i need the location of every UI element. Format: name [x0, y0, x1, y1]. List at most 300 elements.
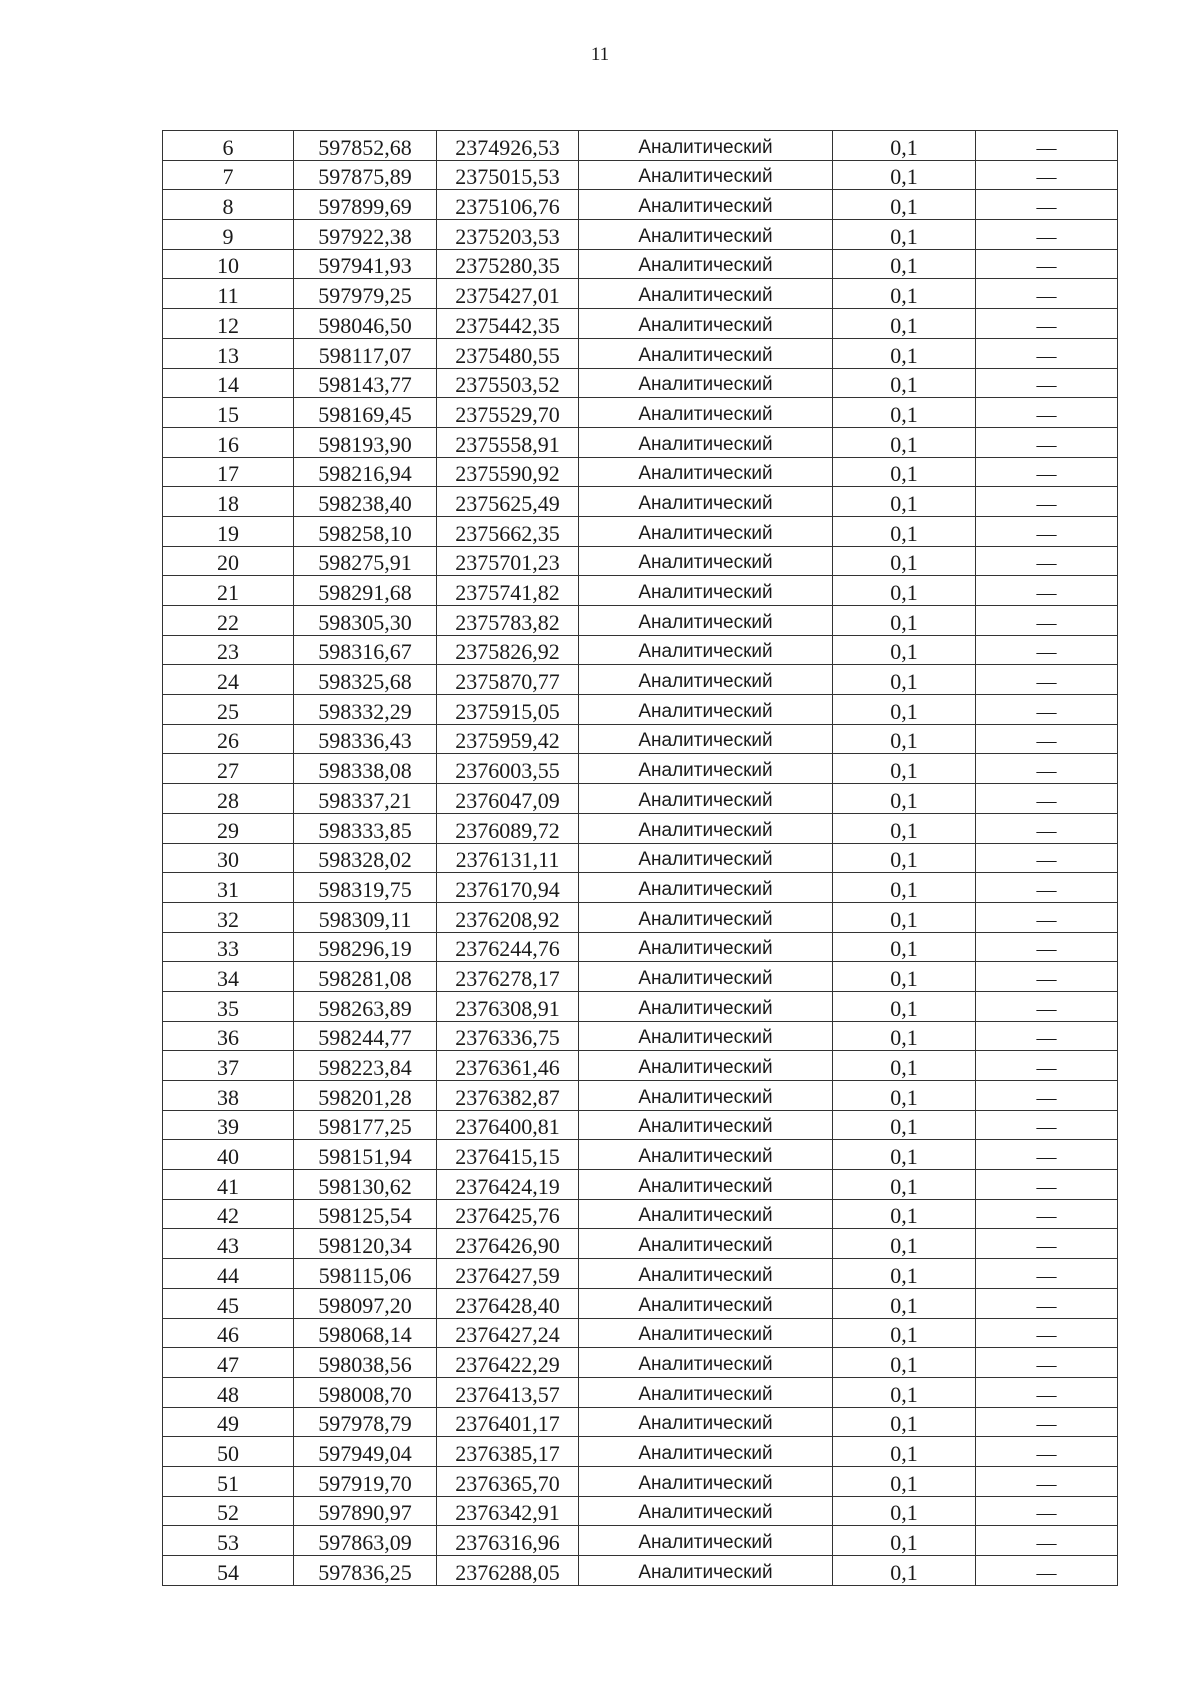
coordinate-y-cell: 2376308,91 — [437, 991, 579, 1021]
accuracy-cell: 0,1 — [833, 1170, 976, 1200]
accuracy-cell: 0,1 — [833, 902, 976, 932]
point-number-cell: 35 — [163, 991, 294, 1021]
coordinate-y-cell: 2375959,42 — [437, 724, 579, 754]
coordinate-y-cell: 2376400,81 — [437, 1110, 579, 1140]
table-row — [163, 427, 1118, 457]
point-number-cell: 40 — [163, 1140, 294, 1170]
note-cell: — — [976, 1526, 1118, 1556]
coordinate-x-cell: 598263,89 — [294, 991, 437, 1021]
accuracy-cell: 0,1 — [833, 368, 976, 398]
coordinate-y-cell: 2376427,59 — [437, 1259, 579, 1289]
table-row — [163, 754, 1118, 784]
point-number-cell: 18 — [163, 487, 294, 517]
coordinate-y-cell: 2376208,92 — [437, 902, 579, 932]
method-cell: Аналитический — [579, 1526, 833, 1556]
coordinate-x-cell: 598169,45 — [294, 398, 437, 428]
coordinate-x-cell: 597941,93 — [294, 249, 437, 279]
coordinate-x-cell: 598338,08 — [294, 754, 437, 784]
method-cell: Аналитический — [579, 724, 833, 754]
note-cell: — — [976, 902, 1118, 932]
accuracy-cell: 0,1 — [833, 1466, 976, 1496]
coordinate-y-cell: 2375662,35 — [437, 516, 579, 546]
table-row — [163, 1140, 1118, 1170]
method-cell: Аналитический — [579, 309, 833, 339]
accuracy-cell: 0,1 — [833, 1526, 976, 1556]
table-row — [163, 991, 1118, 1021]
accuracy-cell: 0,1 — [833, 606, 976, 636]
point-number-cell: 47 — [163, 1348, 294, 1378]
coordinate-y-cell: 2376426,90 — [437, 1229, 579, 1259]
coordinate-y-cell: 2375529,70 — [437, 398, 579, 428]
accuracy-cell: 0,1 — [833, 784, 976, 814]
point-number-cell: 46 — [163, 1318, 294, 1348]
method-cell: Аналитический — [579, 991, 833, 1021]
coordinate-y-cell: 2376278,17 — [437, 962, 579, 992]
accuracy-cell: 0,1 — [833, 1288, 976, 1318]
table-row — [163, 576, 1118, 606]
point-number-cell: 32 — [163, 902, 294, 932]
point-number-cell: 9 — [163, 220, 294, 250]
note-cell: — — [976, 1348, 1118, 1378]
coordinate-y-cell: 2376425,76 — [437, 1199, 579, 1229]
method-cell: Аналитический — [579, 1051, 833, 1081]
note-cell: — — [976, 1288, 1118, 1318]
coordinate-x-cell: 598177,25 — [294, 1110, 437, 1140]
coordinate-y-cell: 2376003,55 — [437, 754, 579, 784]
table-row — [163, 220, 1118, 250]
method-cell: Аналитический — [579, 1021, 833, 1051]
coordinate-y-cell: 2376424,19 — [437, 1170, 579, 1200]
coordinate-y-cell: 2376342,91 — [437, 1496, 579, 1526]
accuracy-cell: 0,1 — [833, 1556, 976, 1586]
point-number-cell: 13 — [163, 338, 294, 368]
coordinate-x-cell: 597919,70 — [294, 1466, 437, 1496]
coordinate-x-cell: 598309,11 — [294, 902, 437, 932]
table-row — [163, 1199, 1118, 1229]
accuracy-cell: 0,1 — [833, 754, 976, 784]
point-number-cell: 44 — [163, 1259, 294, 1289]
table-row — [163, 1556, 1118, 1586]
coordinate-x-cell: 598216,94 — [294, 457, 437, 487]
point-number-cell: 43 — [163, 1229, 294, 1259]
accuracy-cell: 0,1 — [833, 962, 976, 992]
note-cell: — — [976, 338, 1118, 368]
note-cell: — — [976, 1496, 1118, 1526]
table-row — [163, 279, 1118, 309]
table-row — [163, 1496, 1118, 1526]
accuracy-cell: 0,1 — [833, 1437, 976, 1467]
method-cell: Аналитический — [579, 576, 833, 606]
accuracy-cell: 0,1 — [833, 932, 976, 962]
coordinate-x-cell: 598038,56 — [294, 1348, 437, 1378]
coordinates-table-body — [163, 131, 1118, 1586]
point-number-cell: 51 — [163, 1466, 294, 1496]
note-cell: — — [976, 754, 1118, 784]
coordinate-x-cell: 598151,94 — [294, 1140, 437, 1170]
accuracy-cell: 0,1 — [833, 1496, 976, 1526]
method-cell: Аналитический — [579, 427, 833, 457]
coordinate-y-cell: 2376382,87 — [437, 1081, 579, 1111]
note-cell: — — [976, 516, 1118, 546]
coordinate-x-cell: 598333,85 — [294, 813, 437, 843]
coordinate-x-cell: 597890,97 — [294, 1496, 437, 1526]
point-number-cell: 19 — [163, 516, 294, 546]
method-cell: Аналитический — [579, 635, 833, 665]
accuracy-cell: 0,1 — [833, 1051, 976, 1081]
point-number-cell: 54 — [163, 1556, 294, 1586]
table-row — [163, 249, 1118, 279]
coordinate-x-cell: 597863,09 — [294, 1526, 437, 1556]
table-row — [163, 962, 1118, 992]
point-number-cell: 33 — [163, 932, 294, 962]
table-row — [163, 1348, 1118, 1378]
method-cell: Аналитический — [579, 1110, 833, 1140]
point-number-cell: 42 — [163, 1199, 294, 1229]
method-cell: Аналитический — [579, 279, 833, 309]
coordinate-x-cell: 598244,77 — [294, 1021, 437, 1051]
accuracy-cell: 0,1 — [833, 665, 976, 695]
method-cell: Аналитический — [579, 1466, 833, 1496]
table-row — [163, 1377, 1118, 1407]
coordinate-x-cell: 598291,68 — [294, 576, 437, 606]
coordinate-x-cell: 597899,69 — [294, 190, 437, 220]
accuracy-cell: 0,1 — [833, 873, 976, 903]
coordinates-table — [162, 130, 1118, 1586]
table-row — [163, 873, 1118, 903]
point-number-cell: 14 — [163, 368, 294, 398]
table-row — [163, 665, 1118, 695]
method-cell: Аналитический — [579, 131, 833, 161]
table-row — [163, 546, 1118, 576]
table-row — [163, 160, 1118, 190]
coordinate-y-cell: 2376244,76 — [437, 932, 579, 962]
note-cell: — — [976, 991, 1118, 1021]
coordinate-x-cell: 598337,21 — [294, 784, 437, 814]
accuracy-cell: 0,1 — [833, 190, 976, 220]
note-cell: — — [976, 606, 1118, 636]
method-cell: Аналитический — [579, 1259, 833, 1289]
table-row — [163, 457, 1118, 487]
point-number-cell: 6 — [163, 131, 294, 161]
note-cell: — — [976, 813, 1118, 843]
note-cell: — — [976, 1229, 1118, 1259]
table-row — [163, 516, 1118, 546]
note-cell: — — [976, 279, 1118, 309]
coordinate-x-cell: 598325,68 — [294, 665, 437, 695]
coordinate-x-cell: 598296,19 — [294, 932, 437, 962]
coordinate-y-cell: 2374926,53 — [437, 131, 579, 161]
note-cell: — — [976, 1377, 1118, 1407]
coordinate-y-cell: 2375701,23 — [437, 546, 579, 576]
note-cell: — — [976, 665, 1118, 695]
accuracy-cell: 0,1 — [833, 516, 976, 546]
accuracy-cell: 0,1 — [833, 1229, 976, 1259]
accuracy-cell: 0,1 — [833, 1377, 976, 1407]
coordinate-y-cell: 2376089,72 — [437, 813, 579, 843]
table-row — [163, 190, 1118, 220]
accuracy-cell: 0,1 — [833, 427, 976, 457]
accuracy-cell: 0,1 — [833, 695, 976, 725]
table-row — [163, 932, 1118, 962]
method-cell: Аналитический — [579, 1229, 833, 1259]
accuracy-cell: 0,1 — [833, 279, 976, 309]
table-row — [163, 724, 1118, 754]
accuracy-cell: 0,1 — [833, 1259, 976, 1289]
table-row — [163, 368, 1118, 398]
point-number-cell: 48 — [163, 1377, 294, 1407]
note-cell: — — [976, 1170, 1118, 1200]
note-cell: — — [976, 695, 1118, 725]
point-number-cell: 45 — [163, 1288, 294, 1318]
point-number-cell: 24 — [163, 665, 294, 695]
coordinate-y-cell: 2376413,57 — [437, 1377, 579, 1407]
coordinate-y-cell: 2376288,05 — [437, 1556, 579, 1586]
note-cell: — — [976, 962, 1118, 992]
note-cell: — — [976, 843, 1118, 873]
method-cell: Аналитический — [579, 1437, 833, 1467]
accuracy-cell: 0,1 — [833, 309, 976, 339]
table-row — [163, 1288, 1118, 1318]
note-cell: — — [976, 398, 1118, 428]
table-row — [163, 695, 1118, 725]
coordinate-y-cell: 2376047,09 — [437, 784, 579, 814]
accuracy-cell: 0,1 — [833, 635, 976, 665]
note-cell: — — [976, 1318, 1118, 1348]
method-cell: Аналитический — [579, 754, 833, 784]
accuracy-cell: 0,1 — [833, 1318, 976, 1348]
method-cell: Аналитический — [579, 516, 833, 546]
point-number-cell: 29 — [163, 813, 294, 843]
accuracy-cell: 0,1 — [833, 813, 976, 843]
coordinate-x-cell: 598120,34 — [294, 1229, 437, 1259]
point-number-cell: 28 — [163, 784, 294, 814]
point-number-cell: 16 — [163, 427, 294, 457]
method-cell: Аналитический — [579, 1288, 833, 1318]
note-cell: — — [976, 1110, 1118, 1140]
note-cell: — — [976, 1466, 1118, 1496]
coordinate-y-cell: 2376336,75 — [437, 1021, 579, 1051]
accuracy-cell: 0,1 — [833, 724, 976, 754]
table-row — [163, 606, 1118, 636]
coordinate-y-cell: 2376365,70 — [437, 1466, 579, 1496]
method-cell: Аналитический — [579, 1496, 833, 1526]
point-number-cell: 22 — [163, 606, 294, 636]
coordinate-x-cell: 598115,06 — [294, 1259, 437, 1289]
coordinate-y-cell: 2376415,15 — [437, 1140, 579, 1170]
coordinate-y-cell: 2375015,53 — [437, 160, 579, 190]
note-cell: — — [976, 1407, 1118, 1437]
method-cell: Аналитический — [579, 1081, 833, 1111]
table-row — [163, 1466, 1118, 1496]
note-cell: — — [976, 487, 1118, 517]
table-row — [163, 635, 1118, 665]
accuracy-cell: 0,1 — [833, 1021, 976, 1051]
coordinate-y-cell: 2375280,35 — [437, 249, 579, 279]
coordinate-x-cell: 597922,38 — [294, 220, 437, 250]
table-row — [163, 1259, 1118, 1289]
note-cell: — — [976, 1199, 1118, 1229]
coordinate-y-cell: 2375442,35 — [437, 309, 579, 339]
coordinate-y-cell: 2375826,92 — [437, 635, 579, 665]
point-number-cell: 37 — [163, 1051, 294, 1081]
coordinate-x-cell: 598008,70 — [294, 1377, 437, 1407]
note-cell: — — [976, 1081, 1118, 1111]
point-number-cell: 27 — [163, 754, 294, 784]
note-cell: — — [976, 368, 1118, 398]
method-cell: Аналитический — [579, 220, 833, 250]
accuracy-cell: 0,1 — [833, 457, 976, 487]
coordinate-x-cell: 598046,50 — [294, 309, 437, 339]
point-number-cell: 36 — [163, 1021, 294, 1051]
method-cell: Аналитический — [579, 843, 833, 873]
note-cell: — — [976, 457, 1118, 487]
coordinate-y-cell: 2376361,46 — [437, 1051, 579, 1081]
note-cell: — — [976, 249, 1118, 279]
method-cell: Аналитический — [579, 1407, 833, 1437]
coordinate-x-cell: 598328,02 — [294, 843, 437, 873]
point-number-cell: 17 — [163, 457, 294, 487]
accuracy-cell: 0,1 — [833, 576, 976, 606]
method-cell: Аналитический — [579, 457, 833, 487]
coordinate-y-cell: 2376385,17 — [437, 1437, 579, 1467]
table-row — [163, 1110, 1118, 1140]
note-cell: — — [976, 220, 1118, 250]
table-row — [163, 784, 1118, 814]
note-cell: — — [976, 576, 1118, 606]
table-row — [163, 487, 1118, 517]
coordinate-x-cell: 598201,28 — [294, 1081, 437, 1111]
accuracy-cell: 0,1 — [833, 220, 976, 250]
note-cell: — — [976, 873, 1118, 903]
method-cell: Аналитический — [579, 368, 833, 398]
note-cell: — — [976, 1437, 1118, 1467]
coordinate-x-cell: 598117,07 — [294, 338, 437, 368]
note-cell: — — [976, 724, 1118, 754]
note-cell: — — [976, 1259, 1118, 1289]
note-cell: — — [976, 1140, 1118, 1170]
method-cell: Аналитический — [579, 546, 833, 576]
coordinate-y-cell: 2376427,24 — [437, 1318, 579, 1348]
coordinate-y-cell: 2376131,11 — [437, 843, 579, 873]
point-number-cell: 20 — [163, 546, 294, 576]
coordinate-x-cell: 598223,84 — [294, 1051, 437, 1081]
accuracy-cell: 0,1 — [833, 991, 976, 1021]
accuracy-cell: 0,1 — [833, 1081, 976, 1111]
coordinate-y-cell: 2376422,29 — [437, 1348, 579, 1378]
note-cell: — — [976, 131, 1118, 161]
table-row — [163, 902, 1118, 932]
coordinate-y-cell: 2375915,05 — [437, 695, 579, 725]
coordinate-y-cell: 2375427,01 — [437, 279, 579, 309]
coordinate-y-cell: 2375590,92 — [437, 457, 579, 487]
note-cell: — — [976, 635, 1118, 665]
table-row — [163, 1437, 1118, 1467]
coordinate-y-cell: 2376316,96 — [437, 1526, 579, 1556]
coordinate-x-cell: 597852,68 — [294, 131, 437, 161]
method-cell: Аналитический — [579, 1377, 833, 1407]
point-number-cell: 7 — [163, 160, 294, 190]
coordinate-x-cell: 598336,43 — [294, 724, 437, 754]
coordinate-y-cell: 2376428,40 — [437, 1288, 579, 1318]
note-cell: — — [976, 1021, 1118, 1051]
method-cell: Аналитический — [579, 962, 833, 992]
table-row — [163, 1229, 1118, 1259]
coordinate-x-cell: 597978,79 — [294, 1407, 437, 1437]
method-cell: Аналитический — [579, 665, 833, 695]
note-cell: — — [976, 1051, 1118, 1081]
coordinate-x-cell: 597875,89 — [294, 160, 437, 190]
point-number-cell: 11 — [163, 279, 294, 309]
note-cell: — — [976, 546, 1118, 576]
method-cell: Аналитический — [579, 487, 833, 517]
method-cell: Аналитический — [579, 338, 833, 368]
table-row — [163, 1081, 1118, 1111]
table-row — [163, 843, 1118, 873]
table-row — [163, 1407, 1118, 1437]
accuracy-cell: 0,1 — [833, 160, 976, 190]
coordinate-x-cell: 598097,20 — [294, 1288, 437, 1318]
coordinate-y-cell: 2375480,55 — [437, 338, 579, 368]
method-cell: Аналитический — [579, 813, 833, 843]
coordinate-x-cell: 598238,40 — [294, 487, 437, 517]
point-number-cell: 21 — [163, 576, 294, 606]
coordinate-y-cell: 2375741,82 — [437, 576, 579, 606]
method-cell: Аналитический — [579, 902, 833, 932]
accuracy-cell: 0,1 — [833, 1110, 976, 1140]
page-number: 11 — [590, 44, 610, 65]
coordinate-x-cell: 598319,75 — [294, 873, 437, 903]
accuracy-cell: 0,1 — [833, 1407, 976, 1437]
point-number-cell: 52 — [163, 1496, 294, 1526]
method-cell: Аналитический — [579, 398, 833, 428]
point-number-cell: 41 — [163, 1170, 294, 1200]
point-number-cell: 34 — [163, 962, 294, 992]
table-row — [163, 309, 1118, 339]
method-cell: Аналитический — [579, 160, 833, 190]
accuracy-cell: 0,1 — [833, 131, 976, 161]
accuracy-cell: 0,1 — [833, 546, 976, 576]
method-cell: Аналитический — [579, 932, 833, 962]
method-cell: Аналитический — [579, 1318, 833, 1348]
method-cell: Аналитический — [579, 695, 833, 725]
coordinate-x-cell: 598143,77 — [294, 368, 437, 398]
point-number-cell: 23 — [163, 635, 294, 665]
point-number-cell: 10 — [163, 249, 294, 279]
method-cell: Аналитический — [579, 1348, 833, 1378]
point-number-cell: 30 — [163, 843, 294, 873]
note-cell: — — [976, 932, 1118, 962]
accuracy-cell: 0,1 — [833, 398, 976, 428]
coordinate-x-cell: 597979,25 — [294, 279, 437, 309]
table-row — [163, 398, 1118, 428]
accuracy-cell: 0,1 — [833, 1348, 976, 1378]
coordinate-y-cell: 2375783,82 — [437, 606, 579, 636]
point-number-cell: 53 — [163, 1526, 294, 1556]
point-number-cell: 12 — [163, 309, 294, 339]
method-cell: Аналитический — [579, 606, 833, 636]
accuracy-cell: 0,1 — [833, 487, 976, 517]
coordinate-y-cell: 2375503,52 — [437, 368, 579, 398]
coordinate-y-cell: 2375870,77 — [437, 665, 579, 695]
table-row — [163, 131, 1118, 161]
method-cell: Аналитический — [579, 1556, 833, 1586]
note-cell: — — [976, 160, 1118, 190]
coordinate-x-cell: 597949,04 — [294, 1437, 437, 1467]
coordinate-x-cell: 598125,54 — [294, 1199, 437, 1229]
coordinate-x-cell: 597836,25 — [294, 1556, 437, 1586]
coordinate-x-cell: 598130,62 — [294, 1170, 437, 1200]
accuracy-cell: 0,1 — [833, 1199, 976, 1229]
